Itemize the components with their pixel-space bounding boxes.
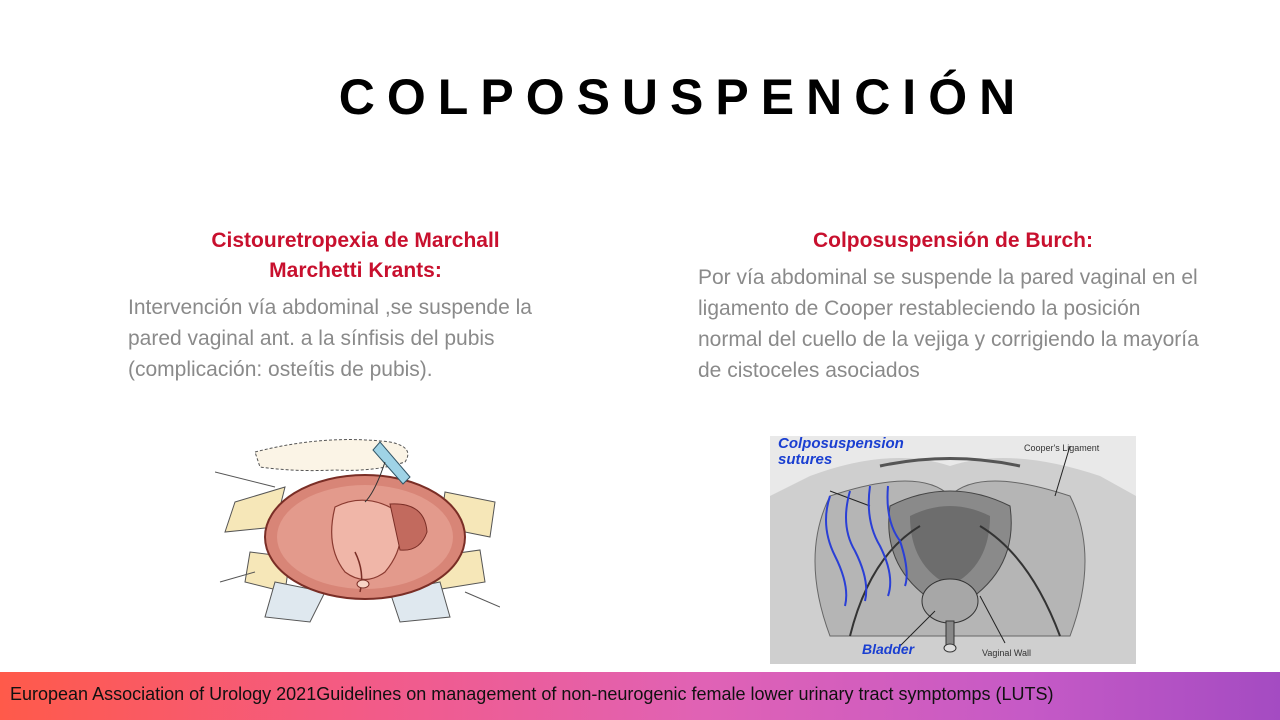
burch-colposuspension-illustration [770, 436, 1136, 664]
footer-bar [0, 672, 1280, 720]
right-column [698, 226, 1208, 386]
right-body-text: Por vía abdominal se suspende la pared vaginal en el ligamento de Cooper restableciendo la posición normal del cuello de la vejiga y corrigiendo la mayoría de cistoceles asociados [698, 266, 1199, 382]
left-heading-line2: Marchetti Krants: [269, 259, 442, 282]
footer-citation: European Association of Urology 2021Guidelines on management of non-neurogenic female lower urinary tract symptomps (LUTS) [10, 684, 1054, 704]
slide-title: COLPOSUSPENCIÓN [338, 69, 1028, 125]
sutures-label-line1: Colposuspension [778, 435, 904, 452]
left-column [128, 226, 583, 385]
sutures-label-line2: sutures [778, 451, 833, 468]
coopers-ligament-label: Cooper's Ligament [1024, 443, 1100, 453]
vaginal-wall-label: Vaginal Wall [982, 648, 1032, 658]
colposuspension-sutures-label [778, 436, 904, 468]
right-heading: Colposuspensión de Burch: [812, 229, 1093, 252]
marshall-marchetti-illustration [215, 432, 500, 624]
left-heading [128, 226, 583, 286]
bladder-label: Bladder [862, 641, 915, 657]
left-heading-line1: Cistouretropexia de Marchall [211, 229, 500, 252]
left-body-text: Intervención vía abdominal ,se suspende la pared vaginal ant. a la sínfisis del pubis (complicación: osteítis de pubis). [128, 296, 532, 381]
surgery-drawing [215, 432, 500, 624]
burch-drawing [770, 436, 1136, 664]
